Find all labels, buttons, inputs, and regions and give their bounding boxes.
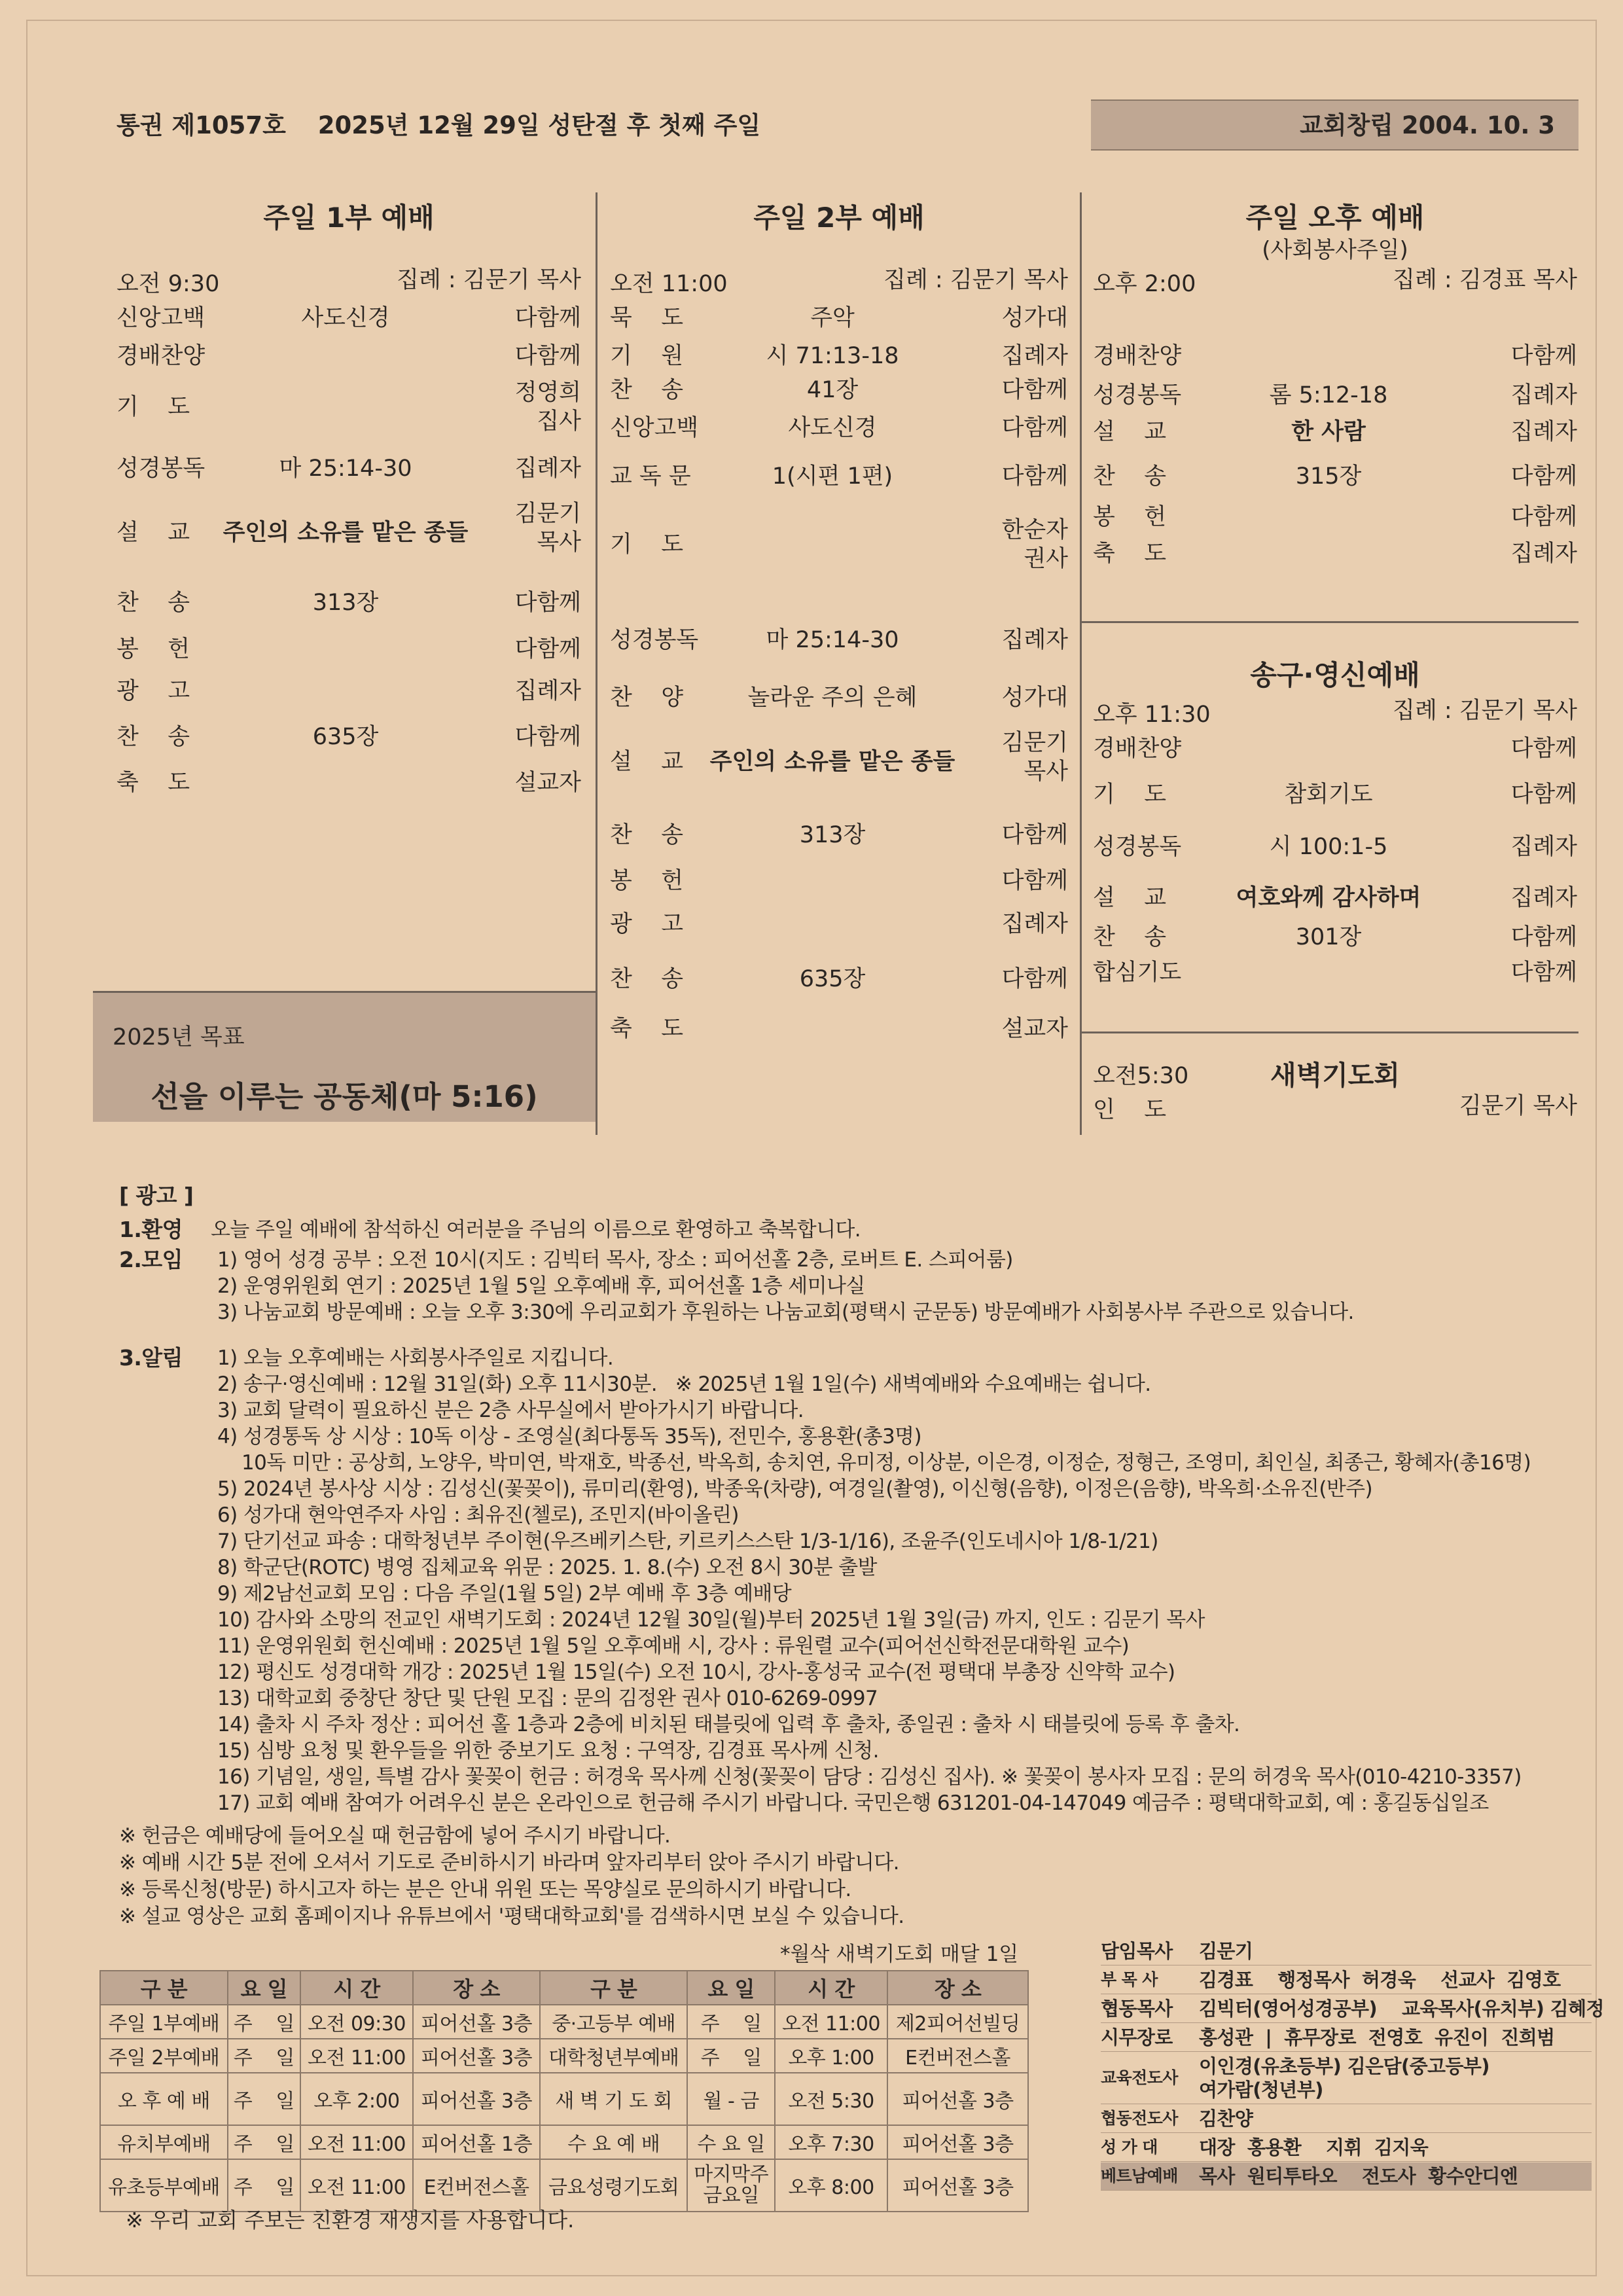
paper-note: ※ 우리 교회 주보는 친환경 재생지를 사용합니다.	[126, 2208, 575, 2233]
staff-row	[1101, 2053, 1592, 2104]
order-content: 주악	[810, 305, 855, 331]
order-label: 찬 송	[610, 966, 684, 992]
table-cell: 마지막주 금요일	[687, 2159, 774, 2212]
order-content: 사도신경	[301, 305, 390, 331]
table-cell: 피어선홀 3층	[413, 2073, 540, 2125]
announcement-item: 14) 출차 시 주차 정산 : 피어선 홀 1층과 2층에 비치된 태블릿에 입력 후 출차, 종일권 : 출차 시 태블릿에 등록 후 출차.	[217, 1713, 1240, 1736]
staff-row	[1101, 2024, 1592, 2052]
table-cell: 중·고등부 예배	[540, 2005, 687, 2039]
staff-role: 협동전도사	[1101, 2109, 1178, 2128]
announcement-item: 17) 교회 예배 참여가 어려우신 분은 온라인으로 헌금해 주시기 바랍니다. 국민은행 631201-04-147049 예금주 : 평택대학교회, 예 : 홍길동십일조	[217, 1791, 1489, 1815]
order-label: 축 도	[1093, 541, 1167, 567]
staff-role: 시무장로	[1101, 2026, 1173, 2049]
table-cell: 수 요 일	[687, 2125, 774, 2159]
order-responsible: 집례자	[1001, 911, 1068, 937]
order-label: 성경봉독	[610, 627, 699, 653]
order-row	[116, 342, 581, 370]
announcement-item: 8) 학군단(ROTC) 병영 집체교육 위문 : 2025. 1. 8.(수) 오전 8시 30분 출발	[217, 1556, 877, 1579]
service-time: 오후 2:00	[1093, 271, 1196, 297]
yearly-goal	[93, 991, 596, 1122]
table-cell: 피어선홀 3층	[887, 2159, 1028, 2212]
service-time: 오후 11:30	[1093, 702, 1211, 728]
staff-row	[1101, 1966, 1592, 1994]
worship-schedule-table	[99, 1970, 1029, 2212]
table-cell: 피어선홀 3층	[887, 2125, 1028, 2159]
announcement-category: 2.모임	[119, 1247, 183, 1272]
table-cell: 주일 1부예배	[100, 2005, 228, 2039]
order-responsible: 다함께	[1001, 966, 1068, 992]
order-label: 설 교	[1093, 885, 1167, 911]
order-row	[610, 867, 1068, 895]
order-label: 봉 헌	[116, 636, 190, 662]
table-cell: 제2피어선빌딩	[887, 2005, 1028, 2039]
table-cell: 오후 1:00	[775, 2039, 887, 2073]
order-label: 묵 도	[610, 305, 684, 331]
order-responsible: 김문기 목사	[1001, 730, 1068, 785]
order-row	[610, 726, 1068, 798]
table-row	[100, 2073, 1028, 2125]
founding-date: 교회창립 2004. 10. 3	[1091, 99, 1578, 151]
column-divider	[1080, 192, 1082, 1135]
bulletin-date: 2025년 12월 29일 성탄절 후 첫째 주일	[317, 111, 761, 139]
table-cell: 주 일	[228, 2073, 300, 2125]
table-cell: 피어선홀 1층	[413, 2125, 540, 2159]
table-cell: 주 일	[687, 2039, 774, 2073]
table-cell: 유초등부예배	[100, 2159, 228, 2212]
order-responsible: 정영희 집사	[514, 380, 581, 435]
order-row	[116, 304, 581, 332]
issue-number: 통권 제1057호	[116, 111, 286, 139]
goal-text: 선을 이루는 공동체(마 5:16)	[151, 1079, 538, 1114]
section-divider	[1081, 1031, 1578, 1033]
order-label: 설 교	[1093, 419, 1167, 445]
staff-row	[1101, 2105, 1592, 2133]
order-responsible: 설교자	[1001, 1016, 1068, 1042]
order-responsible: 집례자	[1510, 382, 1577, 408]
staff-names: 김문기	[1199, 1940, 1253, 1962]
staff-names: 이인경(유초등부) 김은담(중고등부) 여가람(청년부)	[1199, 2055, 1489, 2101]
table-cell: 주 일	[687, 2005, 774, 2039]
order-label: 경배찬양	[116, 343, 205, 369]
announcement-item: 11) 운영위원회 헌신예배 : 2025년 1월 5일 오후예배 시, 강사 : 류원렬 교수(피어선신학전문대학원 교수)	[217, 1634, 1130, 1658]
order-content: 315장	[1295, 463, 1362, 490]
service-4	[1093, 192, 1577, 986]
announcements-heading: [ 광고 ]	[119, 1183, 194, 1208]
column-header: 장 소	[887, 1971, 1028, 2005]
order-label: 기 도	[1093, 781, 1167, 808]
order-row	[116, 677, 581, 706]
table-cell: 금요성령기도회	[540, 2159, 687, 2212]
order-label: 찬 송	[116, 590, 190, 616]
staff-row	[1101, 1937, 1592, 1965]
order-responsible: 집례자	[1510, 885, 1577, 911]
table-cell: 새 벽 기 도 회	[540, 2073, 687, 2125]
order-content: 313장	[799, 822, 866, 848]
order-responsible: 다함께	[514, 305, 581, 331]
table-cell: 오전 5:30	[775, 2073, 887, 2125]
order-content: 1(시편 1편)	[772, 463, 893, 490]
order-label: 축 도	[116, 770, 190, 796]
order-responsible: 다함께	[514, 343, 581, 369]
dawn-title: 새벽기도회	[1270, 1060, 1400, 1091]
order-responsible: 집례자	[514, 456, 581, 482]
order-row	[1093, 923, 1577, 952]
order-row	[610, 1014, 1068, 1043]
order-label: 신앙고백	[610, 415, 699, 441]
bulletin-header	[93, 99, 1578, 152]
order-row	[116, 454, 581, 483]
order-content: 롬 5:12-18	[1269, 382, 1388, 408]
staff-names: 홍성관 | 휴무장로 전영호 유진이 진희범	[1199, 2026, 1555, 2049]
order-label: 성경봉독	[1093, 834, 1182, 860]
order-label: 찬 송	[116, 724, 190, 750]
order-label: 찬 송	[610, 822, 684, 848]
order-responsible: 집례자	[1001, 627, 1068, 653]
order-label: 기 도	[116, 394, 190, 420]
announcement-item: 3) 나눔교회 방문예배 : 오늘 오후 3:30에 우리교회가 후원하는 나눔교회(평택시 군문동) 방문예배가 사회봉사부 주관으로 있습니다.	[217, 1300, 1354, 1324]
order-content: 참회기도	[1284, 781, 1373, 808]
order-label: 경배찬양	[1093, 736, 1182, 762]
order-responsible: 집례자	[514, 678, 581, 704]
order-content: 635장	[799, 966, 866, 992]
order-responsible: 다함께	[514, 636, 581, 662]
order-row	[116, 723, 581, 751]
order-row	[610, 965, 1068, 994]
order-row	[1093, 734, 1577, 763]
order-responsible: 집례자	[1510, 419, 1577, 445]
order-content: 주인의 소유를 맡은 종들	[223, 520, 469, 546]
staff-names: 대장 홍용환 지휘 김지욱	[1199, 2136, 1429, 2159]
order-content: 한 사람	[1291, 419, 1366, 445]
table-cell: E컨버전스홀	[887, 2039, 1028, 2073]
order-label: 신앙고백	[116, 305, 205, 331]
announcement-item: 15) 심방 요청 및 환우들을 위한 중보기도 요청 : 구역장, 김경표 목사께 신청.	[217, 1739, 879, 1763]
service-title: 주일 1부 예배	[263, 202, 435, 234]
announcement-item: 12) 평신도 성경대학 개강 : 2025년 1월 15일(수) 오전 10시, 강사-홍성국 교수(전 평택대 부총장 신약학 교수)	[217, 1660, 1175, 1684]
order-label: 찬 송	[1093, 924, 1167, 950]
order-responsible: 집례자	[1001, 343, 1068, 369]
table-header	[100, 1971, 1028, 2005]
order-row	[116, 497, 581, 569]
order-responsible: 다함께	[1510, 924, 1577, 950]
table-cell: 오후 2:00	[300, 2073, 413, 2125]
announcement-item: 10독 미만 : 공상희, 노양우, 박미연, 박재호, 박종선, 박옥희, 송치연, 유미정, 이상분, 이은경, 이정순, 정형근, 조영미, 최인실, 최종근, 황혜자(총16명)	[217, 1451, 1531, 1475]
order-row	[610, 376, 1068, 404]
order-responsible: 설교자	[514, 770, 581, 796]
table-cell: 피어선홀 3층	[413, 2039, 540, 2073]
order-row	[116, 588, 581, 617]
order-label: 축 도	[610, 1016, 684, 1042]
table-cell: 주일 2부예배	[100, 2039, 228, 2073]
order-row	[1093, 833, 1577, 861]
table-cell: 오 후 예 배	[100, 2073, 228, 2125]
service-title: 주일 2부 예배	[753, 202, 925, 234]
column-header: 구 분	[100, 1971, 228, 2005]
notice-item: ※ 설교 영상은 교회 홈페이지나 유튜브에서 '평택대학교회'를 검색하시면 보실 수 있습니다.	[119, 1905, 904, 1928]
order-label: 봉 헌	[610, 868, 684, 894]
order-row	[610, 462, 1068, 491]
staff-role: 교육전도사	[1101, 2068, 1178, 2087]
order-content: 사도신경	[788, 415, 877, 441]
order-responsible: 다함께	[514, 724, 581, 750]
order-responsible: 다함께	[1001, 822, 1068, 848]
order-content: 시 100:1-5	[1269, 834, 1388, 860]
service-time: 오전 9:30	[116, 271, 220, 297]
table-cell: 피어선홀 3층	[887, 2073, 1028, 2125]
table-row	[100, 2039, 1028, 2073]
order-row	[610, 342, 1068, 370]
order-responsible: 다함께	[1510, 960, 1577, 986]
staff-role: 담임목사	[1101, 1940, 1173, 1962]
order-content: 마 25:14-30	[279, 456, 412, 482]
order-content: 635장	[312, 724, 379, 750]
table-cell: 수 요 예 배	[540, 2125, 687, 2159]
dawn-time: 오전5:30	[1093, 1063, 1189, 1089]
table-cell: 월 - 금	[687, 2073, 774, 2125]
dawn-label: 인 도	[1093, 1097, 1167, 1123]
table-cell: 오후 7:30	[775, 2125, 887, 2159]
order-responsible: 다함께	[1510, 463, 1577, 490]
order-label: 합심기도	[1093, 960, 1182, 986]
order-row	[1093, 780, 1577, 809]
service-title: 주일 오후 예배	[1245, 202, 1425, 234]
order-row	[610, 414, 1068, 442]
notice-item: ※ 헌금은 예배당에 들어오실 때 헌금함에 넣어 주시기 바랍니다.	[119, 1824, 671, 1848]
order-row	[116, 635, 581, 664]
order-label: 광 고	[610, 911, 684, 937]
order-responsible: 성가대	[1001, 305, 1068, 331]
order-row	[1093, 884, 1577, 912]
column-header: 요 일	[687, 1971, 774, 2005]
order-responsible: 다함께	[1510, 343, 1577, 369]
table-cell: 피어선홀 3층	[413, 2005, 540, 2039]
service-leader: 집례 : 김경표 목사	[1393, 267, 1577, 293]
announcement-item: 6) 성가대 현악연주자 사임 : 최유진(첼로), 조민지(바이올린)	[217, 1503, 739, 1527]
table-cell: 유치부예배	[100, 2125, 228, 2159]
order-content: 주인의 소유를 맡은 종들	[709, 749, 955, 775]
service-leader: 집례 : 김문기 목사	[883, 267, 1068, 293]
order-label: 기 원	[610, 343, 684, 369]
order-responsible: 집례자	[1510, 541, 1577, 567]
service-leader: 집례 : 김문기 목사	[397, 267, 581, 293]
order-responsible: 다함께	[1001, 868, 1068, 894]
order-responsible: 다함께	[1001, 463, 1068, 490]
staff-row	[1101, 2162, 1592, 2191]
table-cell: 오전 11:00	[300, 2125, 413, 2159]
schedule-note: *월삭 새벽기도회 매달 1일	[780, 1943, 1019, 1966]
column-header: 시 간	[775, 1971, 887, 2005]
announcement-item: 4) 성경통독 상 시상 : 10독 이상 - 조영실(최다통독 35독), 전민수, 홍용환(총3명)	[217, 1425, 921, 1448]
order-row	[610, 683, 1068, 712]
order-label: 성경봉독	[116, 456, 205, 482]
order-content: 313장	[312, 590, 379, 616]
announcement-item: 1) 영어 성경 공부 : 오전 10시(지도 : 김빅터 목사, 장소 : 피어선홀 2층, 로버트 E. 스피어룸)	[217, 1248, 1013, 1272]
announcement-category: 3.알림	[119, 1345, 183, 1371]
column-divider	[596, 192, 597, 1135]
services-section	[93, 192, 1578, 1135]
order-label: 설 교	[610, 749, 684, 775]
order-responsible: 성가대	[1001, 685, 1068, 711]
order-responsible: 다함께	[1510, 504, 1577, 530]
table-cell: 오전 11:00	[300, 2039, 413, 2073]
table-cell: E컨버전스홀	[413, 2159, 540, 2212]
order-content: 301장	[1295, 924, 1362, 950]
staff-names: 김경표 행정목사 허경욱 선교사 김영호	[1199, 1969, 1561, 1991]
order-responsible: 다함께	[1001, 415, 1068, 441]
announcement-item: 2) 운영위원회 연기 : 2025년 1월 5일 오후예배 후, 피어선홀 1층 세미나실	[217, 1274, 865, 1298]
order-label: 설 교	[116, 520, 190, 546]
announcement-item: 9) 제2남선교회 모임 : 다음 주일(1월 5일) 2부 예배 후 3층 예배당	[217, 1582, 792, 1605]
announcement-item: 13) 대학교회 중창단 창단 및 단원 모집 : 문의 김정완 권사 010-6269-0997	[217, 1687, 878, 1710]
order-responsible: 다함께	[1510, 736, 1577, 762]
table-cell: 대학청년부예배	[540, 2039, 687, 2073]
table-cell: 주 일	[228, 2125, 300, 2159]
staff-names: 목사 원티투타오 전도사 황수안디엔	[1199, 2165, 1518, 2187]
staff-role: 베트남예배	[1101, 2166, 1178, 2185]
table-cell: 오전 09:30	[300, 2005, 413, 2039]
table-cell: 주 일	[228, 2039, 300, 2073]
order-row	[116, 768, 581, 797]
column-header: 장 소	[413, 1971, 540, 2005]
order-responsible: 다함께	[1001, 377, 1068, 403]
announcement-item: 3) 교회 달력이 필요하신 분은 2층 사무실에서 받아가시기 바랍니다.	[217, 1399, 804, 1422]
order-label: 광 고	[116, 678, 190, 704]
order-responsible: 한순자 권사	[1001, 517, 1068, 572]
table-cell: 오전 11:00	[300, 2159, 413, 2212]
service-subtitle: (사회봉사주일)	[1262, 237, 1408, 263]
announcement-category: 1.환영	[119, 1217, 183, 1242]
order-label: 교 독 문	[610, 463, 691, 490]
announcement-item: 오늘 주일 예배에 참석하신 여러분을 주님의 이름으로 환영하고 축복합니다.	[211, 1218, 861, 1242]
order-label: 성경봉독	[1093, 382, 1182, 408]
announcement-item: 7) 단기선교 파송 : 대학청년부 주이현(우즈베키스탄, 키르키스스탄 1/3-1/16), 조윤주(인도네시아 1/8-1/21)	[217, 1530, 1158, 1553]
order-label: 찬 양	[610, 685, 684, 711]
order-row	[116, 376, 581, 439]
order-label: 경배찬양	[1093, 343, 1182, 369]
order-responsible: 다함께	[1510, 781, 1577, 808]
order-label: 찬 송	[610, 377, 684, 403]
column-header: 요 일	[228, 1971, 300, 2005]
announcement-item: 5) 2024년 봉사상 시상 : 김성신(꽃꽂이), 류미리(환영), 박종욱(차량), 여경일(촬영), 이신형(음향), 이정은(음향), 박옥희·소유진(반주)	[217, 1477, 1373, 1501]
order-row	[610, 910, 1068, 939]
staff-row	[1101, 1995, 1604, 2023]
table-cell: 주 일	[228, 2159, 300, 2212]
order-label: 봉 헌	[1093, 504, 1167, 530]
staff-role: 성 가 대	[1101, 2138, 1158, 2157]
order-row	[610, 304, 1068, 332]
table-cell: 주 일	[228, 2005, 300, 2039]
staff-row	[1101, 2134, 1592, 2162]
goal-label: 2025년 목표	[113, 1024, 245, 1050]
staff-names: 김빅터(영어성경공부) 교육목사(유치부) 김혜정	[1199, 1998, 1604, 2020]
notice-item: ※ 예배 시간 5분 전에 오셔서 기도로 준비하시기 바라며 앞자리부터 앉아 주시기 바랍니다.	[119, 1851, 899, 1874]
table-cell: 오전 11:00	[775, 2005, 887, 2039]
staff-role: 부 목 사	[1101, 1970, 1158, 1989]
table-cell: 오후 8:00	[775, 2159, 887, 2212]
order-content: 시 71:13-18	[766, 343, 899, 369]
announcement-item: 1) 오늘 오후예배는 사회봉사주일로 지킵니다.	[217, 1346, 614, 1370]
announcement-item: 10) 감사와 소망의 전교인 새벽기도회 : 2024년 12월 30일(월)부터 2025년 1월 3일(금) 까지, 인도 : 김문기 목사	[217, 1608, 1205, 1632]
dawn-prayer	[1093, 1037, 1577, 1135]
order-label: 기 도	[610, 531, 684, 558]
order-row	[610, 513, 1068, 576]
staff-names: 김찬양	[1199, 2108, 1253, 2130]
table-row	[100, 2005, 1028, 2039]
bulletin-page	[26, 20, 1604, 2276]
table-row	[100, 2125, 1028, 2159]
dawn-leader: 김문기 목사	[1459, 1093, 1577, 1119]
service-2	[610, 192, 1068, 1135]
column-header: 구 분	[540, 1971, 687, 2005]
order-responsible: 김문기 목사	[514, 501, 581, 556]
order-row	[1093, 958, 1577, 987]
notice-item: ※ 등록신청(방문) 하시고자 하는 분은 안내 위원 또는 목양실로 문의하시기 바랍니다.	[119, 1878, 851, 1901]
order-content: 여호와께 감사하며	[1236, 885, 1421, 911]
order-responsible: 다함께	[514, 590, 581, 616]
order-label: 찬 송	[1093, 463, 1167, 490]
staff-role: 협동목사	[1101, 1998, 1173, 2020]
announcement-item: 2) 송구·영신예배 : 12월 31일(화) 오후 11시30분. ※ 2025년 1월 1일(수) 새벽예배와 수요예배는 쉽니다.	[217, 1372, 1151, 1396]
order-content: 41장	[806, 377, 859, 403]
service-leader: 집례 : 김문기 목사	[1393, 698, 1577, 724]
column-header: 시 간	[300, 1971, 413, 2005]
order-content: 놀라운 주의 은혜	[747, 685, 918, 711]
order-row	[610, 626, 1068, 655]
announcement-item: 16) 기념일, 생일, 특별 감사 꽃꽂이 헌금 : 허경욱 목사께 신청(꽃꽂이 담당 : 김성신 집사). ※ 꽃꽂이 봉사자 모집 : 문의 허경욱 목사(010-4210-3357)	[217, 1765, 1522, 1789]
order-row	[610, 821, 1068, 850]
order-responsible: 집례자	[1510, 834, 1577, 860]
service-title: 송구·영신예배	[1250, 659, 1420, 691]
order-content: 마 25:14-30	[766, 627, 899, 653]
service-time: 오전 11:00	[610, 271, 728, 297]
